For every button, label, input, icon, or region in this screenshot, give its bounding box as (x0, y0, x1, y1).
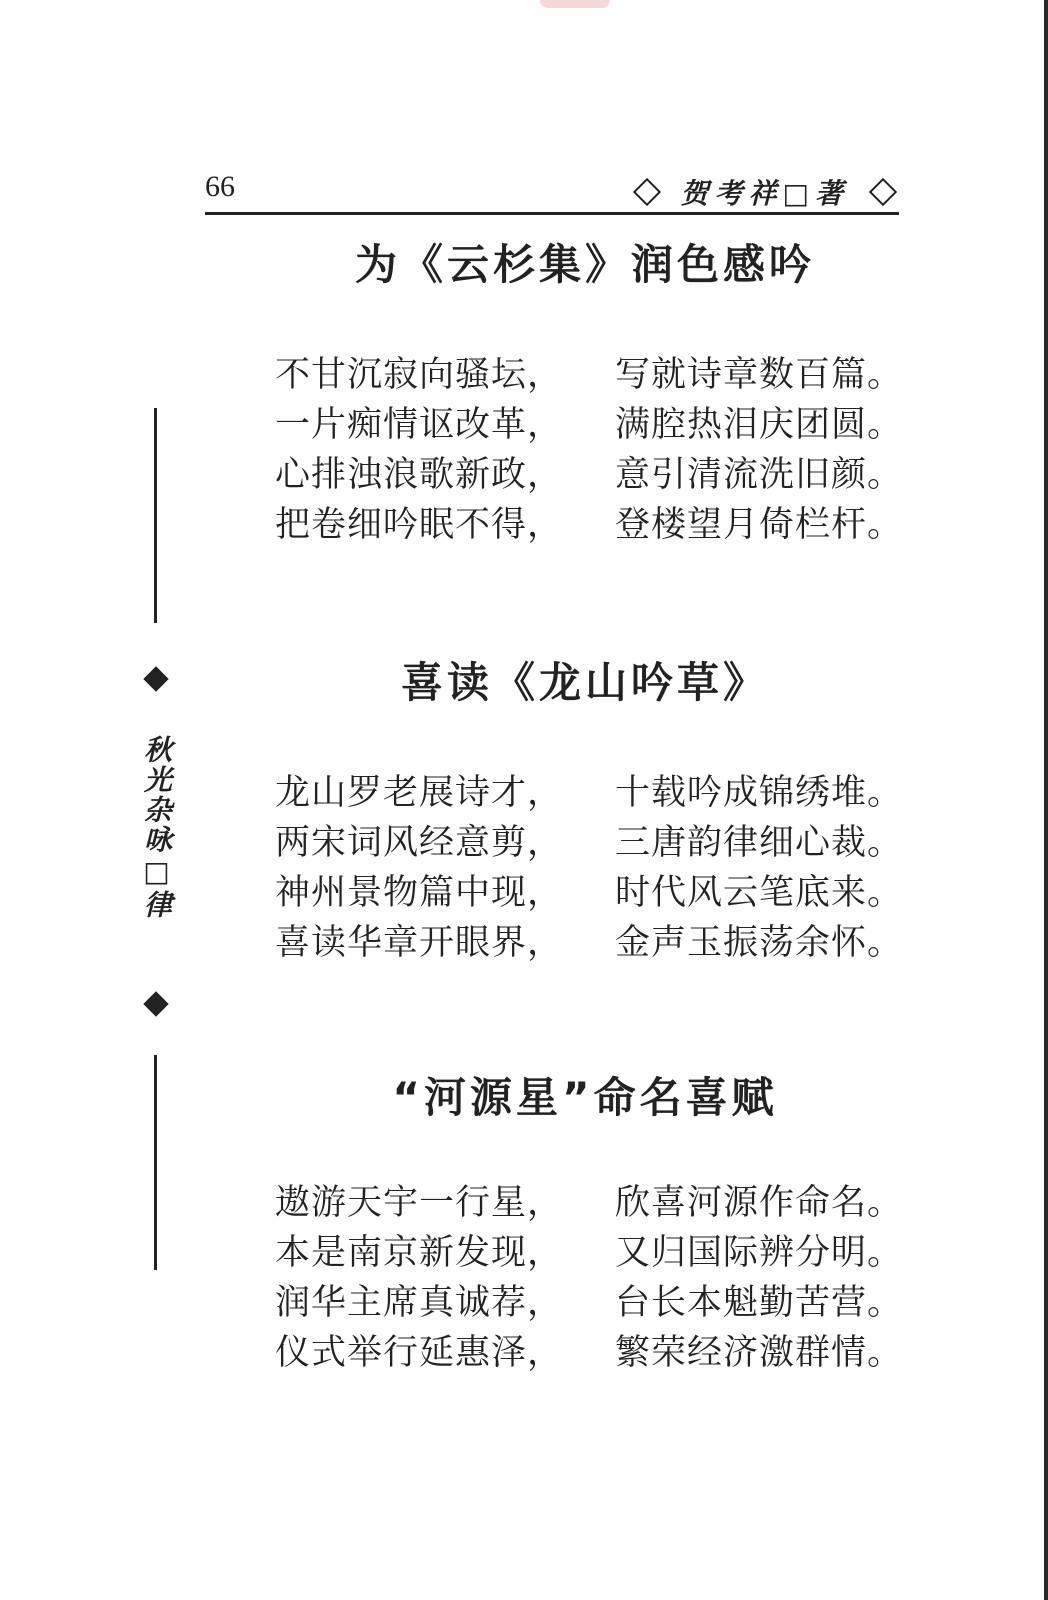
poem-line (275, 450, 915, 500)
side-divider-line (154, 408, 157, 623)
poem-line (275, 1178, 915, 1228)
line-first-half: 心排浊浪歌新政， (275, 455, 564, 495)
line-first-half: 两宋词风经意剪， (275, 823, 564, 863)
line-second-half: 意引清流洗旧颜。 (615, 455, 904, 495)
poem-body (275, 1178, 915, 1378)
line-second-half: 又归国际辨分明。 (615, 1233, 904, 1273)
line-first-half: 神州景物篇中现， (275, 873, 564, 913)
line-first-half: 把卷细吟眠不得， (275, 505, 564, 545)
poem-line (275, 500, 915, 550)
poem-body (275, 768, 915, 968)
poem-title: “河源星”命名喜赋 (392, 1073, 778, 1122)
line-second-half: 三唐韵律细心裁。 (615, 823, 904, 863)
diamond-filled-icon (143, 666, 168, 691)
diamond-outline-icon (632, 178, 660, 206)
poem-line (275, 868, 915, 918)
header-author-block (631, 172, 899, 212)
poem-line (275, 400, 915, 450)
line-first-half: 本是南京新发现， (275, 1233, 564, 1273)
page-edge-shadow (1044, 0, 1048, 1600)
side-divider-line (154, 1055, 157, 1270)
line-first-half: 喜读华章开眼界， (275, 923, 564, 963)
line-first-half: 遨游天宇一行星， (275, 1183, 564, 1223)
poem-title: 喜读《龙山吟草》 (400, 658, 769, 707)
line-second-half: 十载吟成锦绣堆。 (615, 773, 904, 813)
page-number: 66 (205, 170, 235, 203)
poem-line (275, 818, 915, 868)
poem-line (275, 1278, 915, 1328)
line-first-half: 润华主席真诚荐， (275, 1283, 564, 1323)
line-first-half: 一片痴情讴改革， (275, 405, 564, 445)
line-first-half: 不甘沉寂向骚坛， (275, 355, 564, 395)
line-second-half: 登楼望月倚栏杆。 (615, 505, 904, 545)
poem-body (275, 350, 915, 550)
diamond-outline-icon (869, 178, 897, 206)
poem-title: 为《云杉集》润色感吟 (354, 240, 815, 289)
line-second-half: 台长本魁勤苦营。 (615, 1283, 904, 1323)
section-side-title: 秋光杂咏□律 (140, 735, 173, 920)
line-second-half: 欣喜河源作命名。 (615, 1183, 904, 1223)
line-second-half: 繁荣经济激群情。 (615, 1333, 904, 1373)
page-edge-mark (540, 0, 610, 8)
poem-line (275, 1228, 915, 1278)
poem-line (275, 918, 915, 968)
line-second-half: 写就诗章数百篇。 (615, 355, 904, 395)
line-second-half: 金声玉振荡余怀。 (615, 923, 904, 963)
line-second-half: 时代风云笔底来。 (615, 873, 904, 913)
diamond-filled-icon (143, 991, 168, 1016)
poem-line (275, 350, 915, 400)
line-second-half: 满腔热泪庆团圆。 (615, 405, 904, 445)
poem-line (275, 768, 915, 818)
line-first-half: 龙山罗老展诗才， (275, 773, 564, 813)
author-name: 贺考祥□著 (680, 177, 849, 210)
poem-line (275, 1328, 915, 1378)
line-first-half: 仪式举行延惠泽， (275, 1333, 564, 1373)
running-header (205, 168, 899, 215)
